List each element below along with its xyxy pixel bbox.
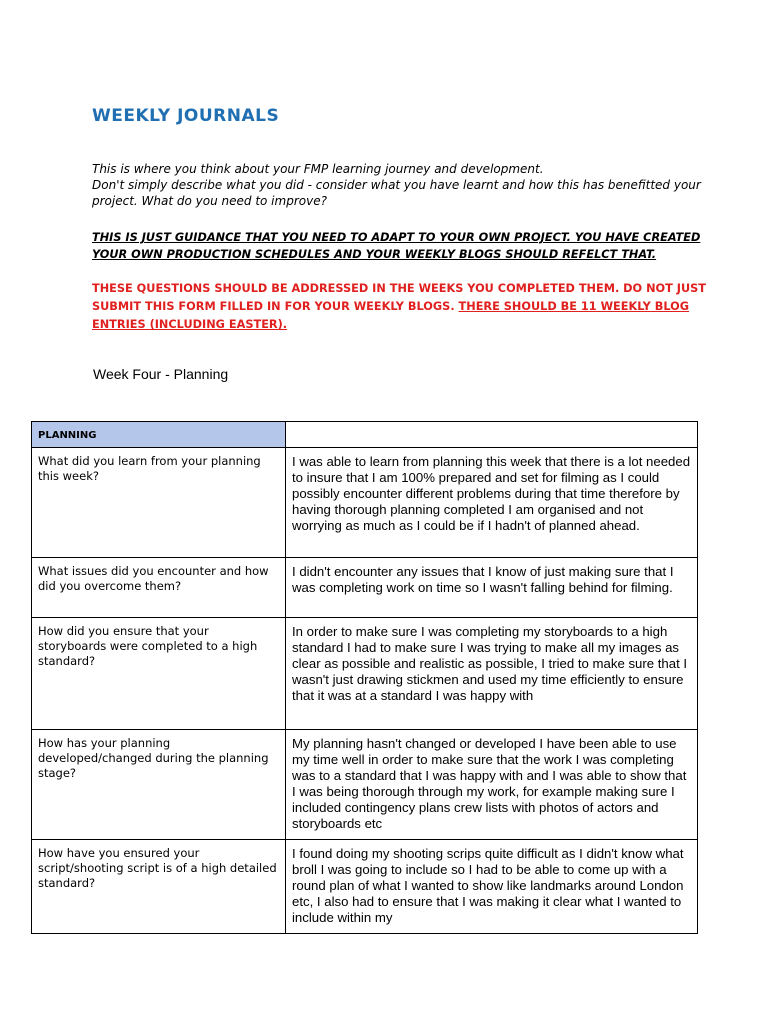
answer-cell: I was able to learn from planning this week that there is a lot needed to insure that I am 100% prepared and set for filming as I could possibly encounter different problems during that time therefore by having thorough planning completed I am organised and not worrying as much as I could be if I hadn't of planned ahead. — [286, 448, 698, 558]
question-cell: What did you learn from your planning this week? — [32, 448, 286, 558]
answer-cell: In order to make sure I was completing my storyboards to a high standard I had to make sure I was trying to make all my images as clear as possible and realistic as possible, I tried to make sure that I wasn't just drawing stickmen and used my time efficiently to ensure that it was at a standard I was happy with — [286, 618, 698, 730]
question-cell: How has your planning developed/changed during the planning stage? — [32, 730, 286, 840]
week-label: Week Four - Planning — [93, 366, 229, 382]
planning-header-cell: PLANNING — [32, 422, 286, 448]
question-cell: How have you ensured your script/shooting script is of a high detailed standard? — [32, 840, 286, 934]
intro-line-1: This is where you think about your FMP learning journey and development. — [92, 162, 544, 176]
answer-cell: I didn't encounter any issues that I know of just making sure that I was completing work on time so I wasn't falling behind for filming. — [286, 558, 698, 618]
warning-note — [92, 280, 742, 334]
answer-cell: I found doing my shooting scrips quite difficult as I didn't know what broll I was going to include so I had to be able to come up with a round plan of what I wanted to show like landmarks around London etc, I also had to ensure that I was making it clear what I wanted to include within my — [286, 840, 698, 934]
page-title: WEEKLY JOURNALS — [92, 106, 280, 126]
warning-part-1: THESE QUESTIONS SHOULD BE ADDRESSED IN THE WEEKS YOU COMPLETED THEM. DO NOT JUST SUBMIT THIS FORM FILLED IN FOR YOUR WEEKLY BLOGS. — [92, 282, 707, 313]
table-row — [32, 840, 698, 934]
table-row — [32, 730, 698, 840]
table-row — [32, 558, 698, 618]
table-row — [32, 448, 698, 558]
guidance-note: THIS IS JUST GUIDANCE THAT YOU NEED TO ADAPT TO YOUR OWN PROJECT. YOU HAVE CREATED YOUR OWN PRODUCTION SCHEDULES AND YOUR WEEKLY BLOGS SHOULD REFELCT THAT. — [92, 231, 701, 261]
header-empty-cell — [286, 422, 698, 448]
answer-cell: My planning hasn't changed or developed I have been able to use my time well in order to make sure that the work I was completing was to a standard that I was happy with and I was able to show that I was being thorough through my work, for example making sure I included contingency plans crew lists with photos of actors and storyboards etc — [286, 730, 698, 840]
table-header-row — [32, 422, 698, 448]
question-cell: What issues did you encounter and how did you overcome them? — [32, 558, 286, 618]
planning-table — [31, 421, 698, 934]
table-row — [32, 618, 698, 730]
warning-part-2: THERE SHOULD BE 11 WEEKLY BLOG ENTRIES (INCLUDING EASTER). — [92, 300, 690, 331]
question-cell: How did you ensure that your storyboards were completed to a high standard? — [32, 618, 286, 730]
intro-text — [92, 161, 722, 209]
intro-line-2: Don't simply describe what you did - consider what you have learnt and how this has benefitted your project. What do you need to improve? — [92, 178, 701, 208]
